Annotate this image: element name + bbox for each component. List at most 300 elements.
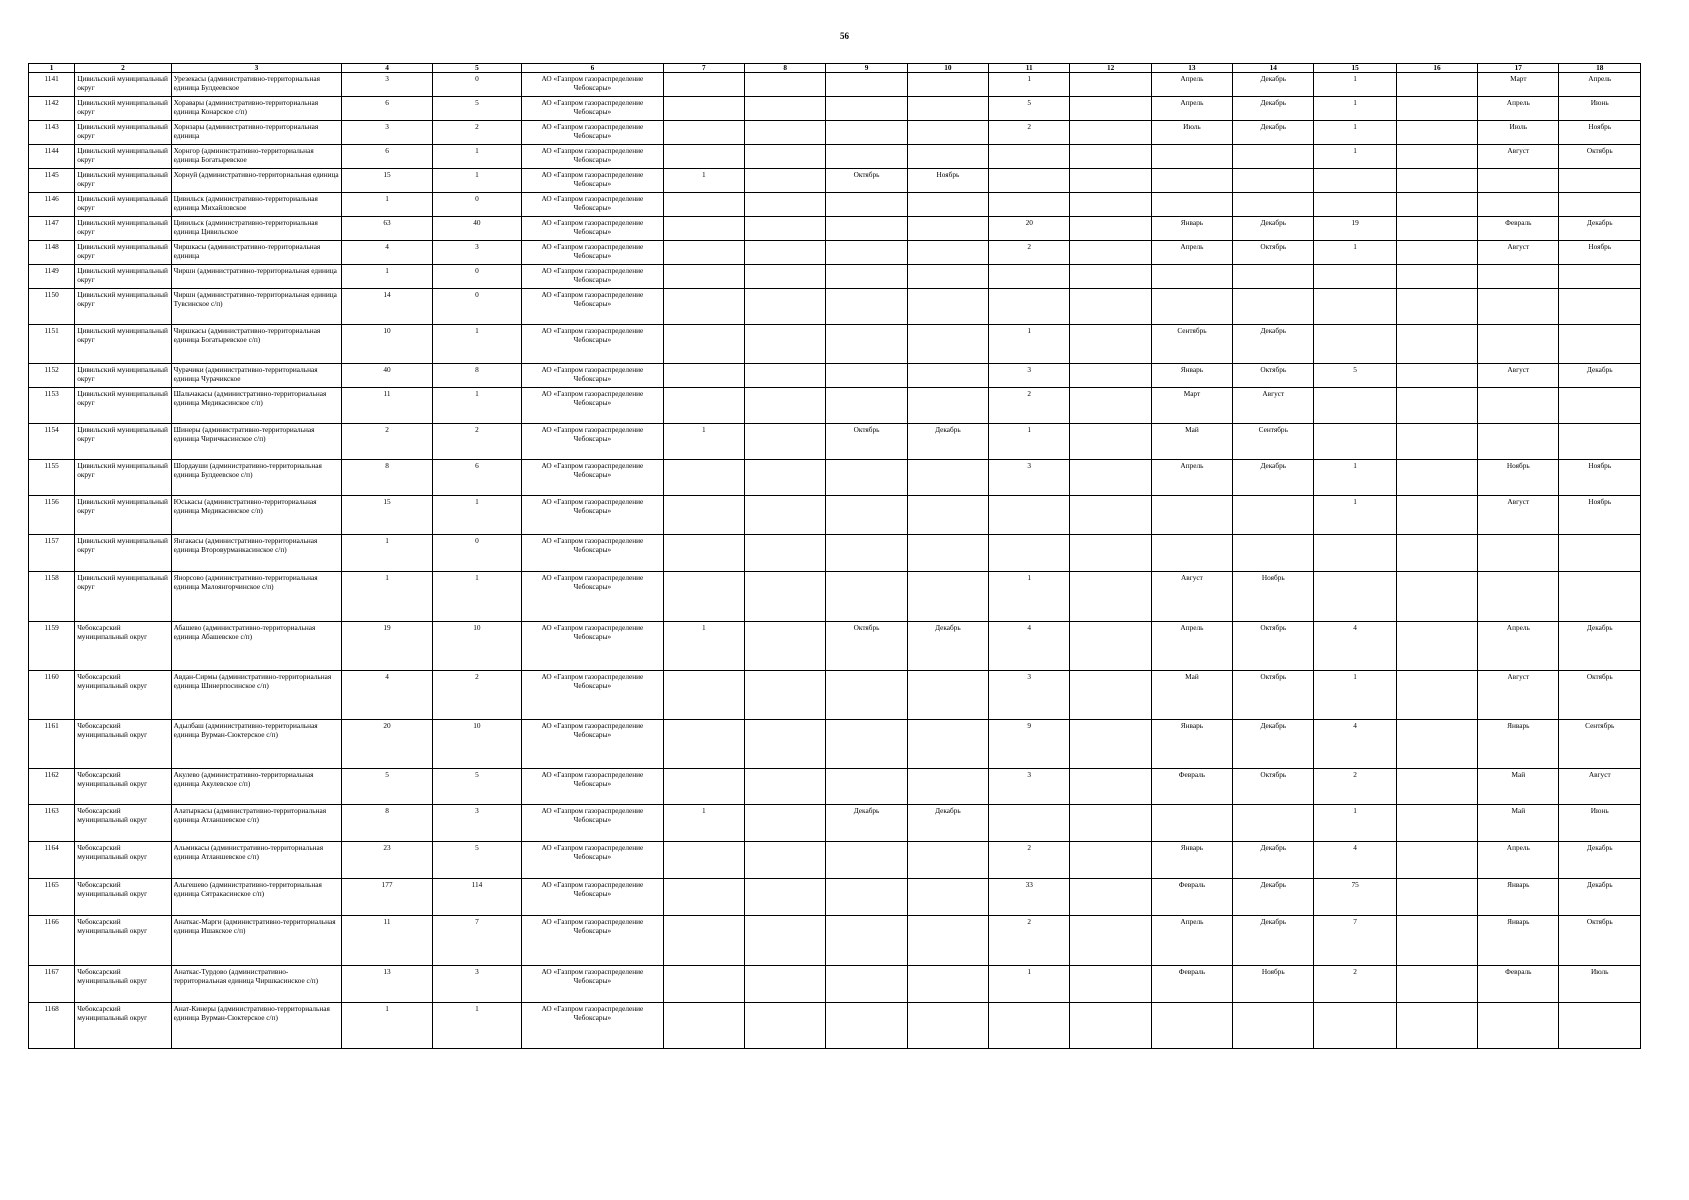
col-12-cell <box>1070 169 1151 193</box>
col-18-cell: Декабрь <box>1559 217 1641 241</box>
col-5-cell: 1 <box>432 145 521 169</box>
col-8-cell <box>745 217 826 241</box>
district-cell: Чебоксарский муниципальный округ <box>75 720 171 769</box>
col-11-cell: 20 <box>989 217 1070 241</box>
col-14-cell <box>1233 289 1314 325</box>
col-13-cell <box>1151 805 1232 842</box>
col-12-cell <box>1070 916 1151 966</box>
col-5-cell: 0 <box>432 535 521 572</box>
col-7-cell <box>663 572 744 622</box>
table-row <box>29 572 1641 622</box>
locality-cell: Цивильск (административно-территориальная единица Цивильское <box>171 217 342 241</box>
district-cell: Чебоксарский муниципальный округ <box>75 622 171 671</box>
col-12-cell <box>1070 879 1151 916</box>
organization-cell: АО «Газпром газораспределение Чебоксары» <box>522 1003 664 1049</box>
table-row <box>29 241 1641 265</box>
district-cell: Цивильский муниципальный округ <box>75 325 171 364</box>
col-18-cell: Ноябрь <box>1559 496 1641 535</box>
row-number: 1164 <box>29 842 75 879</box>
col-9-cell <box>826 460 907 496</box>
col-16-cell <box>1396 265 1477 289</box>
row-number: 1165 <box>29 879 75 916</box>
col-9-cell <box>826 325 907 364</box>
col-17-cell <box>1478 1003 1559 1049</box>
col-9-cell <box>826 769 907 805</box>
col-14-cell: Декабрь <box>1233 97 1314 121</box>
col-17-cell: Май <box>1478 805 1559 842</box>
col-14-cell: Октябрь <box>1233 364 1314 388</box>
col-7-cell <box>663 193 744 217</box>
district-cell: Цивильский муниципальный округ <box>75 388 171 424</box>
table-row <box>29 879 1641 916</box>
col-11-cell <box>989 535 1070 572</box>
locality-cell: Хорнгор (административно-территориальная единица Богатыревское <box>171 145 342 169</box>
col-5-cell: 5 <box>432 769 521 805</box>
locality-cell: Хорнзары (административно-территориальная единица <box>171 121 342 145</box>
col-12-cell <box>1070 842 1151 879</box>
col-8-cell <box>745 424 826 460</box>
col-11-cell: 4 <box>989 622 1070 671</box>
col-9-cell <box>826 217 907 241</box>
table-row <box>29 325 1641 364</box>
district-cell: Чебоксарский муниципальный округ <box>75 842 171 879</box>
col-15-cell <box>1314 424 1396 460</box>
col-7-cell <box>663 496 744 535</box>
col-10-cell <box>907 769 988 805</box>
locality-cell: Альмикасы (административно-территориальная единица Атланшевское с/п) <box>171 842 342 879</box>
col-10-cell <box>907 720 988 769</box>
col-15-cell: 5 <box>1314 364 1396 388</box>
col-14-cell: Ноябрь <box>1233 966 1314 1003</box>
column-header-2: 2 <box>75 64 171 73</box>
table-row <box>29 460 1641 496</box>
col-7-cell <box>663 217 744 241</box>
col-14-cell: Декабрь <box>1233 720 1314 769</box>
col-4-cell: 4 <box>342 671 432 720</box>
col-18-cell: Декабрь <box>1559 364 1641 388</box>
col-12-cell <box>1070 325 1151 364</box>
table-body <box>29 73 1641 1049</box>
col-17-cell: Август <box>1478 145 1559 169</box>
col-16-cell <box>1396 97 1477 121</box>
col-15-cell <box>1314 193 1396 217</box>
locality-cell: Чурачики (административно-территориальная единица Чурачикское <box>171 364 342 388</box>
organization-cell: АО «Газпром газораспределение Чебоксары» <box>522 572 664 622</box>
col-12-cell <box>1070 364 1151 388</box>
col-18-cell: Ноябрь <box>1559 121 1641 145</box>
col-5-cell: 0 <box>432 265 521 289</box>
locality-cell: Чиршкасы (административно-территориальная единица Богатыревское с/п) <box>171 325 342 364</box>
col-8-cell <box>745 193 826 217</box>
col-15-cell: 1 <box>1314 97 1396 121</box>
table-row <box>29 121 1641 145</box>
col-15-cell: 1 <box>1314 241 1396 265</box>
col-8-cell <box>745 671 826 720</box>
column-header-9: 9 <box>826 64 907 73</box>
col-9-cell: Октябрь <box>826 424 907 460</box>
table-row <box>29 169 1641 193</box>
table-row <box>29 145 1641 169</box>
col-4-cell: 19 <box>342 622 432 671</box>
col-14-cell <box>1233 1003 1314 1049</box>
col-18-cell: Июль <box>1559 966 1641 1003</box>
organization-cell: АО «Газпром газораспределение Чебоксары» <box>522 842 664 879</box>
column-header-3: 3 <box>171 64 342 73</box>
col-16-cell <box>1396 169 1477 193</box>
col-16-cell <box>1396 193 1477 217</box>
col-5-cell: 3 <box>432 241 521 265</box>
col-8-cell <box>745 73 826 97</box>
col-8-cell <box>745 572 826 622</box>
col-12-cell <box>1070 73 1151 97</box>
col-7-cell <box>663 364 744 388</box>
organization-cell: АО «Газпром газораспределение Чебоксары» <box>522 388 664 424</box>
column-header-16: 16 <box>1396 64 1477 73</box>
district-cell: Чебоксарский муниципальный округ <box>75 805 171 842</box>
col-4-cell: 15 <box>342 496 432 535</box>
col-9-cell <box>826 671 907 720</box>
col-4-cell: 11 <box>342 388 432 424</box>
col-10-cell <box>907 842 988 879</box>
col-17-cell <box>1478 572 1559 622</box>
col-15-cell <box>1314 169 1396 193</box>
col-10-cell <box>907 966 988 1003</box>
col-13-cell: Февраль <box>1151 879 1232 916</box>
row-number: 1144 <box>29 145 75 169</box>
col-5-cell: 2 <box>432 424 521 460</box>
col-12-cell <box>1070 217 1151 241</box>
col-8-cell <box>745 325 826 364</box>
col-17-cell: Ноябрь <box>1478 460 1559 496</box>
col-13-cell: Сентябрь <box>1151 325 1232 364</box>
col-14-cell <box>1233 265 1314 289</box>
col-4-cell: 20 <box>342 720 432 769</box>
col-17-cell: Июль <box>1478 121 1559 145</box>
col-11-cell: 3 <box>989 460 1070 496</box>
col-10-cell <box>907 1003 988 1049</box>
col-7-cell <box>663 842 744 879</box>
col-14-cell: Декабрь <box>1233 460 1314 496</box>
col-9-cell: Октябрь <box>826 622 907 671</box>
locality-cell: Шальчакасы (административно-территориальная единица Медикасинское с/п) <box>171 388 342 424</box>
col-11-cell <box>989 805 1070 842</box>
col-14-cell: Декабрь <box>1233 217 1314 241</box>
row-number: 1142 <box>29 97 75 121</box>
col-8-cell <box>745 622 826 671</box>
col-7-cell: 1 <box>663 805 744 842</box>
locality-cell: Юськасы (административно-территориальная единица Медикасинское с/п) <box>171 496 342 535</box>
col-16-cell <box>1396 572 1477 622</box>
col-8-cell <box>745 460 826 496</box>
row-number: 1162 <box>29 769 75 805</box>
row-number: 1166 <box>29 916 75 966</box>
header-row <box>29 64 1641 73</box>
col-17-cell <box>1478 193 1559 217</box>
col-8-cell <box>745 966 826 1003</box>
col-9-cell: Октябрь <box>826 169 907 193</box>
col-9-cell: Декабрь <box>826 805 907 842</box>
col-18-cell <box>1559 325 1641 364</box>
col-4-cell: 23 <box>342 842 432 879</box>
district-cell: Чебоксарский муниципальный округ <box>75 916 171 966</box>
col-4-cell: 13 <box>342 966 432 1003</box>
col-7-cell <box>663 265 744 289</box>
col-4-cell: 1 <box>342 193 432 217</box>
col-4-cell: 1 <box>342 535 432 572</box>
col-8-cell <box>745 879 826 916</box>
col-11-cell: 2 <box>989 842 1070 879</box>
col-15-cell <box>1314 289 1396 325</box>
col-15-cell: 4 <box>1314 720 1396 769</box>
col-7-cell <box>663 73 744 97</box>
col-5-cell: 0 <box>432 73 521 97</box>
col-11-cell: 2 <box>989 121 1070 145</box>
col-13-cell: Май <box>1151 424 1232 460</box>
col-16-cell <box>1396 805 1477 842</box>
col-12-cell <box>1070 496 1151 535</box>
organization-cell: АО «Газпром газораспределение Чебоксары» <box>522 769 664 805</box>
organization-cell: АО «Газпром газораспределение Чебоксары» <box>522 535 664 572</box>
col-8-cell <box>745 720 826 769</box>
col-10-cell: Декабрь <box>907 805 988 842</box>
col-10-cell <box>907 145 988 169</box>
col-16-cell <box>1396 535 1477 572</box>
col-10-cell <box>907 496 988 535</box>
row-number: 1156 <box>29 496 75 535</box>
locality-cell: Шинеры (административно-территориальная единица Чиричкасинское с/п) <box>171 424 342 460</box>
col-5-cell: 1 <box>432 169 521 193</box>
col-10-cell <box>907 388 988 424</box>
col-15-cell: 4 <box>1314 842 1396 879</box>
col-8-cell <box>745 388 826 424</box>
col-9-cell <box>826 572 907 622</box>
col-11-cell: 1 <box>989 572 1070 622</box>
col-14-cell <box>1233 496 1314 535</box>
district-cell: Цивильский муниципальный округ <box>75 97 171 121</box>
col-8-cell <box>745 121 826 145</box>
col-15-cell: 2 <box>1314 769 1396 805</box>
col-17-cell <box>1478 325 1559 364</box>
col-8-cell <box>745 241 826 265</box>
col-12-cell <box>1070 966 1151 1003</box>
col-15-cell: 1 <box>1314 145 1396 169</box>
col-16-cell <box>1396 388 1477 424</box>
col-14-cell: Декабрь <box>1233 325 1314 364</box>
col-8-cell <box>745 145 826 169</box>
col-9-cell <box>826 241 907 265</box>
locality-cell: Альгешево (административно-территориальная единица Сятракасинское с/п) <box>171 879 342 916</box>
col-12-cell <box>1070 572 1151 622</box>
col-10-cell <box>907 193 988 217</box>
col-16-cell <box>1396 121 1477 145</box>
district-cell: Цивильский муниципальный округ <box>75 289 171 325</box>
district-cell: Чебоксарский муниципальный округ <box>75 1003 171 1049</box>
organization-cell: АО «Газпром газораспределение Чебоксары» <box>522 325 664 364</box>
col-18-cell: Июнь <box>1559 805 1641 842</box>
col-14-cell: Декабрь <box>1233 121 1314 145</box>
row-number: 1154 <box>29 424 75 460</box>
table-row <box>29 769 1641 805</box>
col-11-cell <box>989 289 1070 325</box>
col-9-cell <box>826 1003 907 1049</box>
col-10-cell <box>907 364 988 388</box>
col-5-cell: 0 <box>432 193 521 217</box>
organization-cell: АО «Газпром газораспределение Чебоксары» <box>522 241 664 265</box>
col-18-cell <box>1559 535 1641 572</box>
col-5-cell: 1 <box>432 388 521 424</box>
col-9-cell <box>826 535 907 572</box>
col-4-cell: 6 <box>342 145 432 169</box>
district-cell: Цивильский муниципальный округ <box>75 265 171 289</box>
col-8-cell <box>745 97 826 121</box>
col-18-cell: Июнь <box>1559 97 1641 121</box>
col-12-cell <box>1070 193 1151 217</box>
col-11-cell: 2 <box>989 241 1070 265</box>
col-9-cell <box>826 145 907 169</box>
col-11-cell: 33 <box>989 879 1070 916</box>
table-row <box>29 265 1641 289</box>
col-9-cell <box>826 388 907 424</box>
col-15-cell: 75 <box>1314 879 1396 916</box>
col-18-cell: Октябрь <box>1559 671 1641 720</box>
col-11-cell <box>989 169 1070 193</box>
col-15-cell: 19 <box>1314 217 1396 241</box>
page-number: 56 <box>840 31 849 41</box>
col-17-cell: Январь <box>1478 916 1559 966</box>
col-5-cell: 114 <box>432 879 521 916</box>
col-17-cell: Август <box>1478 241 1559 265</box>
table-row <box>29 388 1641 424</box>
organization-cell: АО «Газпром газораспределение Чебоксары» <box>522 217 664 241</box>
col-12-cell <box>1070 720 1151 769</box>
col-4-cell: 11 <box>342 916 432 966</box>
col-5-cell: 5 <box>432 842 521 879</box>
column-header-6: 6 <box>522 64 664 73</box>
col-11-cell: 1 <box>989 73 1070 97</box>
locality-cell: Абашево (административно-территориальная единица Абашевское с/п) <box>171 622 342 671</box>
row-number: 1160 <box>29 671 75 720</box>
col-7-cell: 1 <box>663 169 744 193</box>
col-13-cell: Апрель <box>1151 97 1232 121</box>
col-14-cell <box>1233 805 1314 842</box>
organization-cell: АО «Газпром газораспределение Чебоксары» <box>522 805 664 842</box>
col-17-cell: Апрель <box>1478 97 1559 121</box>
column-header-14: 14 <box>1233 64 1314 73</box>
row-number: 1167 <box>29 966 75 1003</box>
locality-cell: Адылбаш (административно-территориальная единица Вурман-Сюктерское с/п) <box>171 720 342 769</box>
col-15-cell: 1 <box>1314 496 1396 535</box>
col-15-cell <box>1314 572 1396 622</box>
col-18-cell <box>1559 169 1641 193</box>
col-13-cell: Февраль <box>1151 966 1232 1003</box>
organization-cell: АО «Газпром газораспределение Чебоксары» <box>522 364 664 388</box>
col-15-cell <box>1314 325 1396 364</box>
organization-cell: АО «Газпром газораспределение Чебоксары» <box>522 265 664 289</box>
district-cell: Цивильский муниципальный округ <box>75 535 171 572</box>
col-12-cell <box>1070 145 1151 169</box>
col-4-cell: 14 <box>342 289 432 325</box>
col-10-cell <box>907 460 988 496</box>
col-5-cell: 1 <box>432 496 521 535</box>
column-header-17: 17 <box>1478 64 1559 73</box>
col-11-cell <box>989 145 1070 169</box>
col-13-cell: Апрель <box>1151 241 1232 265</box>
col-17-cell: Апрель <box>1478 842 1559 879</box>
col-13-cell: Март <box>1151 388 1232 424</box>
col-17-cell <box>1478 265 1559 289</box>
col-7-cell <box>663 879 744 916</box>
col-13-cell: Апрель <box>1151 73 1232 97</box>
col-11-cell <box>989 193 1070 217</box>
col-12-cell <box>1070 805 1151 842</box>
col-8-cell <box>745 535 826 572</box>
col-18-cell <box>1559 289 1641 325</box>
row-number: 1146 <box>29 193 75 217</box>
locality-cell: Цивильск (административно-территориальная единица Михайловское <box>171 193 342 217</box>
column-header-11: 11 <box>989 64 1070 73</box>
col-17-cell: Май <box>1478 769 1559 805</box>
table-row <box>29 1003 1641 1049</box>
col-5-cell: 1 <box>432 1003 521 1049</box>
district-cell: Цивильский муниципальный округ <box>75 496 171 535</box>
col-11-cell <box>989 496 1070 535</box>
col-17-cell: Февраль <box>1478 966 1559 1003</box>
col-16-cell <box>1396 720 1477 769</box>
col-5-cell: 5 <box>432 97 521 121</box>
locality-cell: Янорсово (административно-территориальная единица Малоянгорчинское с/п) <box>171 572 342 622</box>
table-row <box>29 193 1641 217</box>
col-8-cell <box>745 364 826 388</box>
col-18-cell <box>1559 193 1641 217</box>
table-row <box>29 966 1641 1003</box>
row-number: 1168 <box>29 1003 75 1049</box>
col-18-cell: Ноябрь <box>1559 241 1641 265</box>
col-7-cell <box>663 121 744 145</box>
row-number: 1143 <box>29 121 75 145</box>
col-4-cell: 2 <box>342 424 432 460</box>
col-10-cell <box>907 217 988 241</box>
table-row <box>29 842 1641 879</box>
organization-cell: АО «Газпром газораспределение Чебоксары» <box>522 720 664 769</box>
column-header-7: 7 <box>663 64 744 73</box>
table-row <box>29 289 1641 325</box>
col-18-cell <box>1559 424 1641 460</box>
col-8-cell <box>745 496 826 535</box>
organization-cell: АО «Газпром газораспределение Чебоксары» <box>522 145 664 169</box>
col-16-cell <box>1396 364 1477 388</box>
col-14-cell <box>1233 193 1314 217</box>
col-7-cell <box>663 145 744 169</box>
district-cell: Чебоксарский муниципальный округ <box>75 879 171 916</box>
col-9-cell <box>826 73 907 97</box>
col-15-cell <box>1314 388 1396 424</box>
col-13-cell: Апрель <box>1151 460 1232 496</box>
col-16-cell <box>1396 145 1477 169</box>
col-7-cell <box>663 720 744 769</box>
col-16-cell <box>1396 769 1477 805</box>
district-cell: Чебоксарский муниципальный округ <box>75 671 171 720</box>
district-cell: Цивильский муниципальный округ <box>75 424 171 460</box>
col-5-cell: 40 <box>432 217 521 241</box>
col-5-cell: 1 <box>432 572 521 622</box>
col-15-cell: 2 <box>1314 966 1396 1003</box>
col-15-cell: 1 <box>1314 805 1396 842</box>
col-10-cell: Декабрь <box>907 424 988 460</box>
column-header-10: 10 <box>907 64 988 73</box>
col-18-cell <box>1559 572 1641 622</box>
district-cell: Цивильский муниципальный округ <box>75 217 171 241</box>
col-16-cell <box>1396 241 1477 265</box>
